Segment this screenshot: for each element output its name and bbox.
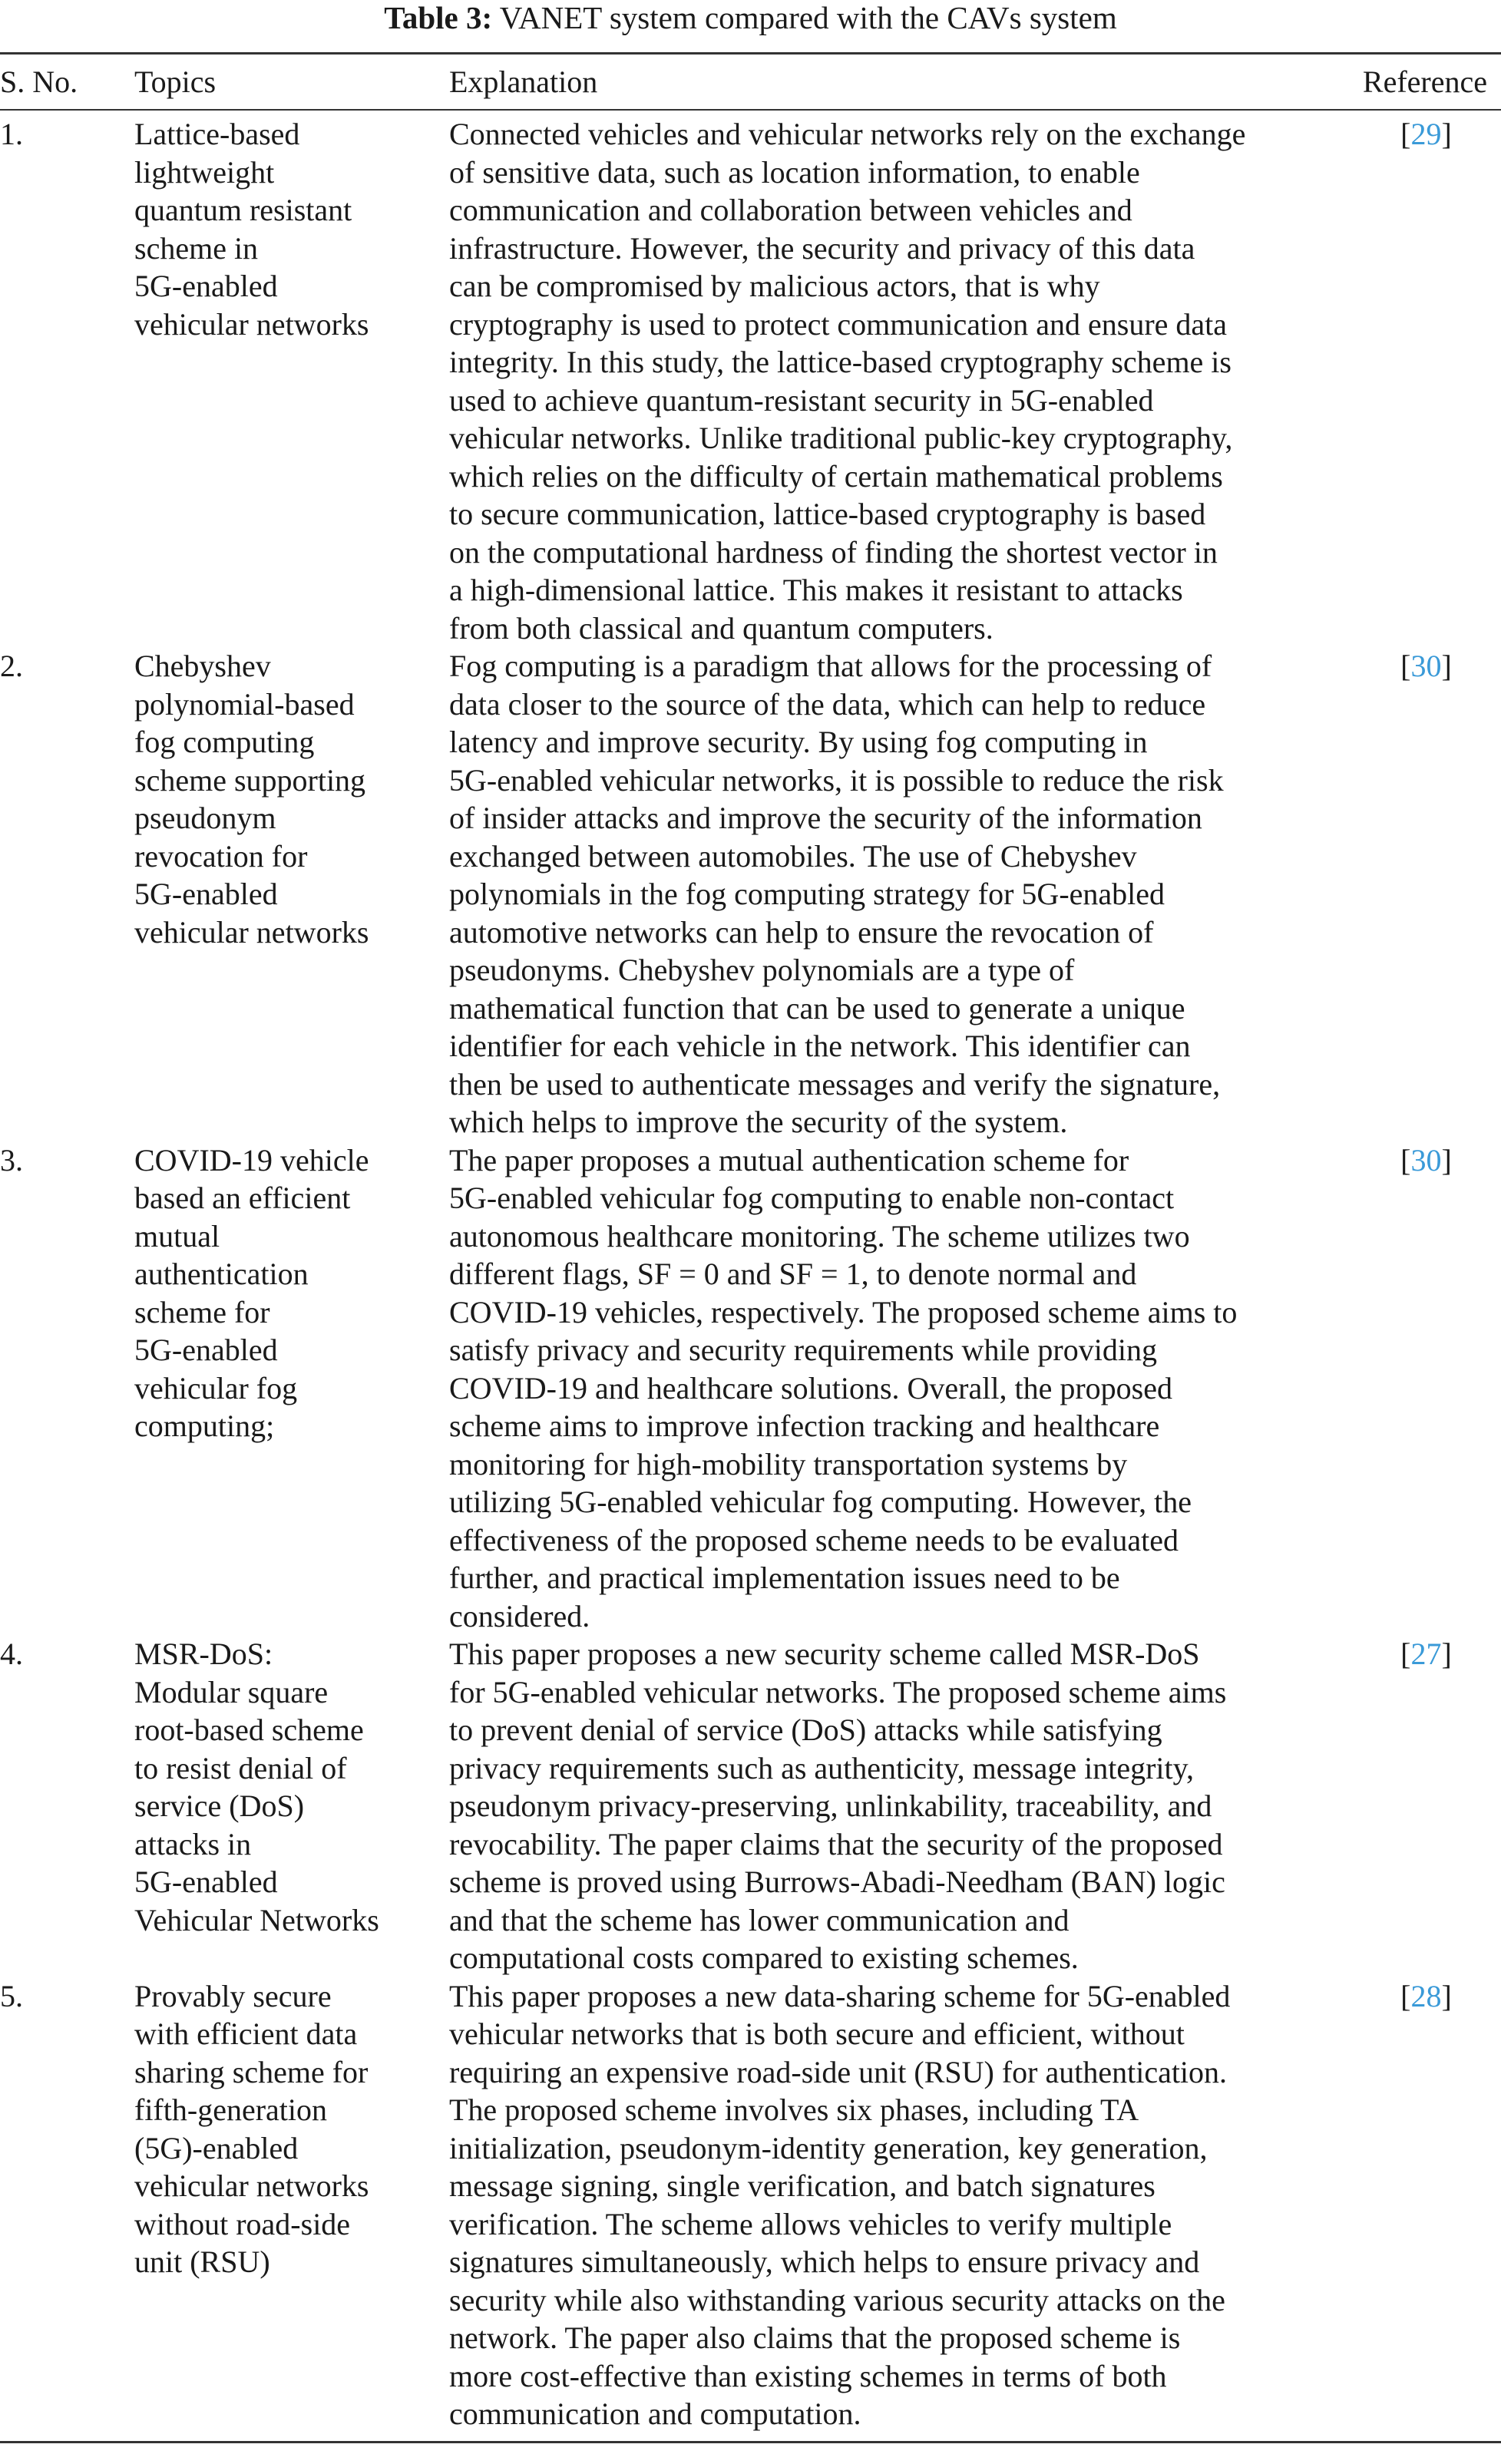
explanation-line: pseudonym privacy-preserving, unlinkability, traceability, and (449, 1789, 1212, 1823)
topic-line: root-based scheme (134, 1713, 364, 1747)
row-sno: 1. (0, 117, 23, 151)
table-row (0, 1977, 1501, 2443)
explanation-line: effectiveness of the proposed scheme needs to be evaluated (449, 1522, 1179, 1557)
explanation-line: signatures simultaneously, which helps to ensure privacy and (449, 2244, 1200, 2279)
explanation-line: cryptography is used to protect communication and ensure data (449, 306, 1228, 342)
explanation-line: privacy requirements such as authenticity, message integrity, (449, 1750, 1195, 1785)
explanation-line: to prevent denial of service (DoS) attacks while satisfying (449, 1713, 1162, 1747)
topic-line: Provably secure (134, 1978, 332, 2013)
explanation-line: satisfy privacy and security requirements while providing (449, 1333, 1157, 1367)
topic-line: to resist denial of (134, 1750, 347, 1785)
topic-line: quantum resistant (134, 193, 352, 227)
table-row (0, 647, 1501, 1141)
explanation-line: latency and improve security. By using fog computing in (449, 725, 1148, 759)
explanation-line: requiring an expensive road-side unit (RSU) for authentication. (449, 2054, 1228, 2089)
table-row (0, 1141, 1501, 1636)
topic-line: authentication (134, 1257, 309, 1291)
explanation-line: mathematical function that can be used to generate a unique (449, 990, 1185, 1026)
explanation-line: and that the scheme has lower communication and (449, 1902, 1070, 1937)
topic-line: 5G-enabled (134, 1865, 278, 1899)
header-topics: Topics (134, 54, 449, 111)
topic-line: COVID-19 vehicle (134, 1142, 369, 1178)
topic-line: scheme supporting (134, 762, 366, 798)
explanation-line: of insider attacks and improve the security of the information (449, 801, 1202, 835)
row-topic (134, 1141, 449, 1636)
comparison-table (0, 52, 1501, 2443)
explanation-line: The proposed scheme involves six phases, including TA (449, 2092, 1139, 2127)
explanation-line: identifier for each vehicle in the network. This identifier can (449, 1029, 1191, 1063)
topic-line: computing; (134, 1409, 275, 1443)
topic-line: attacks in (134, 1826, 252, 1861)
topic-line: unit (RSU) (134, 2244, 270, 2279)
explanation-line: This paper proposes a new security scheme called MSR-DoS (449, 1637, 1200, 1671)
row-topic (134, 647, 449, 1141)
explanation-line: can be compromised by malicious actors, that is why (449, 269, 1100, 303)
explanation-line: message signing, single verification, and batch signatures (449, 2168, 1156, 2203)
topic-line: 5G-enabled (134, 269, 278, 303)
explanation-line: security while also withstanding various security attacks on the (449, 2282, 1225, 2317)
row-sno: 2. (0, 649, 23, 683)
explanation-line: COVID-19 and healthcare solutions. Overall, the proposed (449, 1370, 1172, 1405)
explanation-line: data closer to the source of the data, which can help to reduce (449, 686, 1206, 722)
reference-link[interactable]: 27 (1410, 1637, 1442, 1671)
explanation-line: which relies on the difficulty of certain mathematical problems (449, 458, 1223, 494)
explanation-line: integrity. In this study, the lattice-based cryptography scheme is (449, 345, 1232, 379)
explanation-line: 5G-enabled vehicular fog computing to enable non-contact (449, 1181, 1175, 1215)
explanation-line: from both classical and quantum computers. (449, 610, 994, 646)
explanation-line: Fog computing is a paradigm that allows for the processing of (449, 649, 1212, 683)
topic-line: Lattice-based (134, 117, 300, 151)
explanation-line: used to achieve quantum-resistant security in 5G-enabled (449, 382, 1154, 418)
topic-line: vehicular networks (134, 914, 369, 950)
explanation-line: polynomials in the fog computing strategy for 5G-enabled (449, 877, 1165, 911)
explanation-line: which helps to improve the security of the system. (449, 1105, 1068, 1139)
explanation-line: of sensitive data, such as location information, to enable (449, 154, 1140, 190)
topic-line: lightweight (134, 154, 275, 190)
explanation-line: for 5G-enabled vehicular networks. The proposed scheme aims (449, 1674, 1227, 1709)
topic-line: vehicular networks (134, 306, 369, 342)
row-topic (134, 1635, 449, 1977)
topic-line: fifth-generation (134, 2092, 327, 2127)
reference-link[interactable]: 30 (1410, 1142, 1442, 1178)
topic-line: polynomial-based (134, 686, 355, 722)
topic-line: revocation for (134, 838, 308, 874)
topic-line: vehicular networks (134, 2168, 369, 2203)
row-explanation (449, 1977, 1351, 2443)
explanation-line: vehicular networks. Unlike traditional public-key cryptography, (449, 421, 1233, 455)
header-sno: S. No. (0, 54, 134, 111)
explanation-line: verification. The scheme allows vehicles to verify multiple (449, 2206, 1172, 2241)
explanation-line: automotive networks can help to ensure the revocation of (449, 914, 1154, 950)
row-sno: 5. (0, 1977, 134, 2443)
table-caption-text: VANET system compared with the CAVs system (499, 0, 1117, 35)
row-explanation (449, 647, 1351, 1141)
topic-line: 5G-enabled (134, 877, 278, 911)
topic-line: pseudonym (134, 801, 276, 835)
explanation-line: scheme is proved using Burrows-Abadi-Needham (BAN) logic (449, 1865, 1225, 1899)
explanation-line: 5G-enabled vehicular networks, it is possible to reduce the risk (449, 762, 1224, 798)
reference-link[interactable]: 28 (1410, 1978, 1442, 2013)
explanation-line: exchanged between automobiles. The use of Chebyshev (449, 838, 1137, 874)
topic-line: based an efficient (134, 1181, 351, 1215)
explanation-line: Connected vehicles and vehicular networks rely on the exchange (449, 117, 1246, 151)
explanation-line: considered. (449, 1598, 590, 1633)
topic-line: Vehicular Networks (134, 1902, 379, 1937)
explanation-line: monitoring for high-mobility transportation systems by (449, 1446, 1128, 1481)
table-header-row (0, 54, 1501, 111)
explanation-line: then be used to authenticate messages and verify the signature, (449, 1066, 1221, 1102)
topic-line: sharing scheme for (134, 2054, 369, 2089)
table-row (0, 110, 1501, 647)
reference-link[interactable]: 29 (1410, 117, 1442, 151)
explanation-line: infrastructure. However, the security and privacy of this data (449, 230, 1195, 266)
explanation-line: network. The paper also claims that the proposed scheme is (449, 2320, 1181, 2355)
header-reference: Reference (1351, 54, 1501, 111)
header-explanation: Explanation (449, 54, 1351, 111)
topic-line: Modular square (134, 1674, 329, 1709)
row-topic (134, 1977, 449, 2443)
topic-line: service (DoS) (134, 1789, 305, 1823)
explanation-line: The paper proposes a mutual authentication scheme for (449, 1142, 1129, 1178)
explanation-line: utilizing 5G-enabled vehicular fog computing. However, the (449, 1485, 1192, 1519)
topic-line: (5G)-enabled (134, 2130, 299, 2165)
topic-line: without road-side (134, 2206, 351, 2241)
explanation-line: pseudonyms. Chebyshev polynomials are a type of (449, 953, 1075, 987)
explanation-line: more cost-effective than existing schemes in terms of both (449, 2358, 1167, 2393)
explanation-line: vehicular networks that is both secure and efficient, without (449, 2016, 1185, 2051)
topic-line: fog computing (134, 725, 315, 759)
explanation-line: communication and collaboration between vehicles and (449, 193, 1132, 227)
row-reference: [27] (1400, 1637, 1452, 1671)
row-reference: [29] (1400, 117, 1452, 151)
row-reference: [30] (1400, 1142, 1452, 1178)
row-explanation (449, 1141, 1351, 1636)
topic-line: Chebyshev (134, 649, 271, 683)
explanation-line: a high-dimensional lattice. This makes it resistant to attacks (449, 573, 1183, 607)
table-caption-label: Table 3: (384, 0, 493, 35)
explanation-line: further, and practical implementation issues need to be (449, 1561, 1120, 1595)
topic-line: 5G-enabled (134, 1333, 278, 1367)
row-sno: 4. (0, 1637, 23, 1671)
topic-line: with efficient data (134, 2016, 358, 2051)
row-reference: [30] (1400, 649, 1452, 683)
row-topic (134, 110, 449, 647)
topic-line: MSR-DoS: (134, 1637, 273, 1671)
row-explanation (449, 110, 1351, 647)
explanation-line: communication and computation. (449, 2396, 861, 2431)
table-row (0, 1635, 1501, 1977)
row-sno: 3. (0, 1142, 23, 1178)
topic-line: mutual (134, 1218, 220, 1253)
explanation-line: different flags, SF = 0 and SF = 1, to denote normal and (449, 1257, 1137, 1291)
row-explanation (449, 1635, 1351, 1977)
explanation-line: initialization, pseudonym-identity generation, key generation, (449, 2130, 1208, 2165)
explanation-line: revocability. The paper claims that the security of the proposed (449, 1826, 1223, 1861)
explanation-line: COVID-19 vehicles, respectively. The proposed scheme aims to (449, 1294, 1238, 1329)
explanation-line: scheme aims to improve infection tracking and healthcare (449, 1409, 1160, 1443)
explanation-line: autonomous healthcare monitoring. The scheme utilizes two (449, 1218, 1190, 1253)
explanation-line: to secure communication, lattice-based cryptography is based (449, 497, 1206, 531)
table-caption (0, 0, 1501, 35)
topic-line: scheme in (134, 230, 259, 266)
explanation-line: on the computational hardness of finding the shortest vector in (449, 534, 1218, 570)
explanation-line: computational costs compared to existing schemes. (449, 1940, 1079, 1975)
topic-line: scheme for (134, 1294, 270, 1329)
reference-link[interactable]: 30 (1410, 649, 1442, 683)
explanation-line: This paper proposes a new data-sharing scheme for 5G-enabled (449, 1978, 1231, 2013)
topic-line: vehicular fog (134, 1370, 298, 1405)
row-reference: [28] (1351, 1977, 1501, 2443)
